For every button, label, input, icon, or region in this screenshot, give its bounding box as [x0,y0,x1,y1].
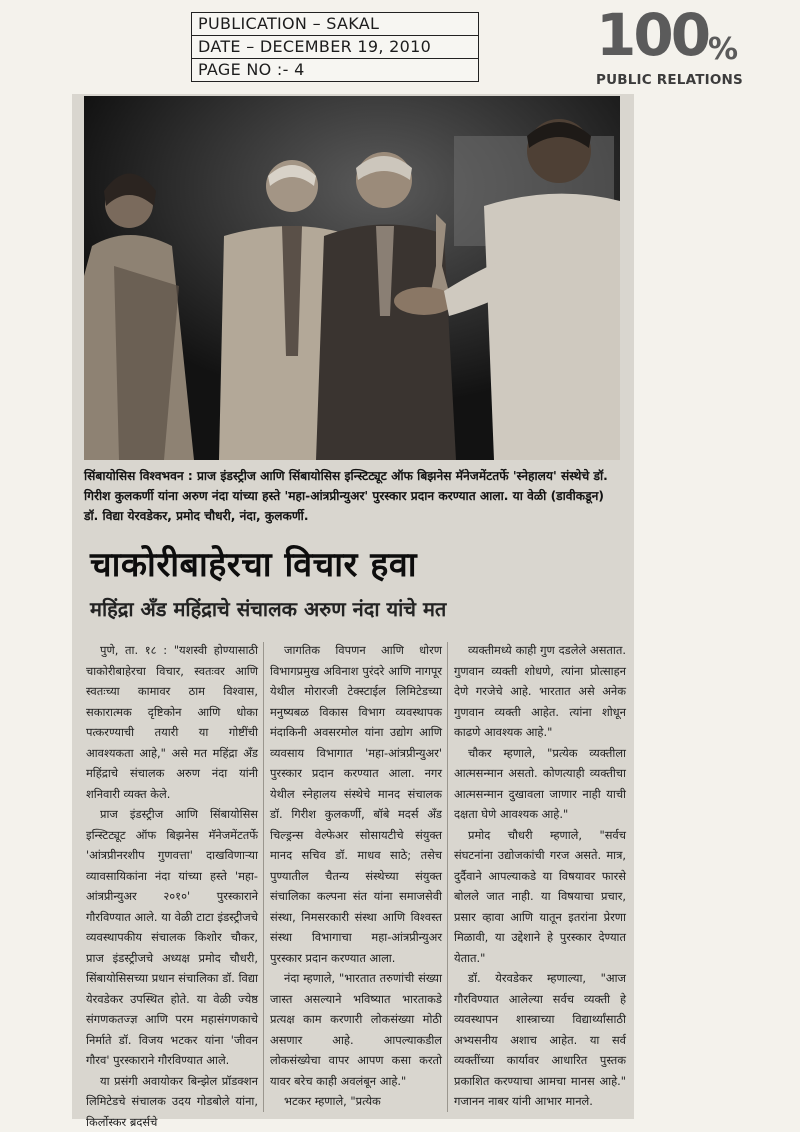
column-divider [263,642,264,1112]
photo-caption: सिंबायोसिस विश्वभवन : प्राज इंडस्ट्रीज आणि सिंबायोसिस इन्स्टिट्यूट ऑफ बिझनेस मॅनेजमेंटतर्फे 'स्नेहालय' संस्थेचे डॉ. गिरीश कुलकर्णी यांना अरुण नंदा यांच्या हस्ते 'महा-आंत्रप्रीन्युअर' पुरस्कार प्रदान करण्यात आला. या वेळी (डावीकडून) डॉ. विद्या येरवडेकर, प्रमोद चौधरी, नंदा, कुलकर्णी. [84,466,620,526]
paragraph: प्रमोद चौधरी म्हणाले, "सर्वच संघटनांना उद्योजकांची गरज असते. मात्र, दुर्दैवाने आपल्याकडे या विषयावर फारसे बोलले जात नाही. या विषयाचा प्रचार, प्रसार व्हावा आणि यातून इतरांना प्रेरणा मिळावी, या उद्देशाने हे पुरस्कार देण्यात येतात." [454,825,626,969]
paragraph: व्यक्तीमध्ये काही गुण दडलेले असतात. गुणवान व्यक्ती शोधणे, त्यांना प्रोत्साहन देणे गरजेचे आहे. भारतात असे अनेक गुणवान व्यक्ती आहेत. त्यांना शोधून काढणे आवश्यक आहे." [454,640,626,743]
publication-info-box [191,12,479,82]
page-number: PAGE NO :- 4 [192,59,478,81]
logo-number: 100 [596,4,708,66]
paragraph: जागतिक विपणन आणि धोरण विभागप्रमुख अविनाश पुरंदरे आणि नागपूर येथील मोरारजी टेक्स्टाईल लिमिटेडच्या मनुष्यबळ विकास विभाग व्यवस्थापक मंदाकिनी अवसरमोल यांना उद्योग आणि व्यवसाय विभागात 'महा-आंत्रप्रीन्युअर' पुरस्कार प्रदान करण्यात आला. नगर येथील स्नेहालय संस्थेचे मानद संचालक डॉ. गिरीश कुलकर्णी, बॉबे मदर्स अँड चिल्ड्रन्स वेल्फेअर सोसायटीचे संयुक्त मानद सचिव डॉ. माधव साठे; तसेच पुण्यातील चैतन्य संस्थेच्या संयुक्त संचालिका कल्पना संत यांना समाजसेवी संस्था, निमसरकारी संस्था आणि विश्वस्त संस्था विभागाचा महा-आंत्रप्रीन्युअर पुरस्कार प्रदान करण्यात आला. [270,640,442,968]
paragraph: पुणे, ता. १८ : "यशस्वी होण्यासाठी चाकोरीबाहेरचा विचार, स्वतःवर आणि स्वतःच्या कामावर ठाम विश्वास, सकारात्मक दृष्टिकोन आणि धोका पत्करण्याची तयारी या गोष्टींची आवश्यकता आहे," असे मत महिंद्रा अँड महिंद्राचे संचालक अरुण नंदा यांनी शनिवारी व्यक्त केले. [86,640,258,804]
paragraph: प्राज इंडस्ट्रीज आणि सिंबायोसिस इन्स्टिट्यूट ऑफ बिझनेस मॅनेजमेंटतर्फे 'आंत्रप्रीनरशीप गुणवत्ता' दाखविणाऱ्या व्यावसायिकांना नंदा यांच्या हस्ते 'महा-आंत्रप्रीन्युअर २०१०' पुरस्काराने गौरविण्यात आले. या वेळी टाटा इंडस्ट्रीजचे व्यवस्थापकीय संचालक किशोर चौकर, प्राज इंडस्ट्रीजचे अध्यक्ष प्रमोद चौधरी, सिंबायोसिसच्या प्रधान संचालिका डॉ. विद्या येरवडेकर उपस्थित होते. या वेळी ज्येष्ठ संगणकतज्ज्ञ आणि परम महासंगणकाचे निर्माते डॉ. विजय भटकर यांना 'जीवन गौरव' पुरस्काराने गौरविण्यात आले. [86,804,258,1071]
paragraph: नंदा म्हणाले, "भारतात तरुणांची संख्या जास्त असल्याने भविष्यात भारताकडे प्रत्यक्ष काम करणारी लोकसंख्या मोठी असणार आहे. आपल्याकडील लोकसंख्येचा वापर आपण कसा करतो यावर बरेच काही अवलंबून आहे." [270,968,442,1091]
logo-subtitle: PUBLIC RELATIONS [596,72,766,88]
company-logo [596,4,766,94]
article-subheadline: महिंद्रा अँड महिंद्राचे संचालक अरुण नंदा यांचे मत [90,594,620,624]
paragraph: डॉ. येरवडेकर म्हणाल्या, "आज गौरविण्यात आलेल्या सर्वच व्यक्ती हे व्यवस्थापन शास्त्राच्या विद्यार्थ्यांसाठी अभ्यसनीय अशाच आहेत. या सर्व व्यक्तींच्या कार्यावर आधारित पुस्तक प्रकाशित करण्याचा आमचा मानस आहे." गजानन नाबर यांनी आभार मानले. [454,968,626,1112]
paragraph: भटकर म्हणाले, "प्रत्येक [270,1091,442,1112]
publication-date: DATE – DECEMBER 19, 2010 [192,36,478,59]
article-column-2 [270,640,442,1118]
paragraph: या प्रसंगी अवायोकर बिन्झेल प्रॉडक्शन लिमिटेडचे संचालक उदय गोडबोले यांना, किर्लोस्कर ब्रदर्सचे [86,1071,258,1132]
award-ceremony-photo [84,96,620,460]
article-column-1 [86,640,258,1118]
publication-name: PUBLICATION – SAKAL [192,13,478,36]
newspaper-clipping [72,94,634,1119]
paragraph: चौकर म्हणाले, "प्रत्येक व्यक्तीला आत्मसन्मान असतो. कोणत्याही व्यक्तीचा आत्मसन्मान दुखावला जाणार नाही याची दक्षता घेणे आवश्यक आहे." [454,743,626,825]
article-column-3 [454,640,626,1118]
logo-percent: % [708,32,738,67]
column-divider [447,642,448,1112]
article-headline: चाकोरीबाहेरचा विचार हवा [90,542,620,588]
